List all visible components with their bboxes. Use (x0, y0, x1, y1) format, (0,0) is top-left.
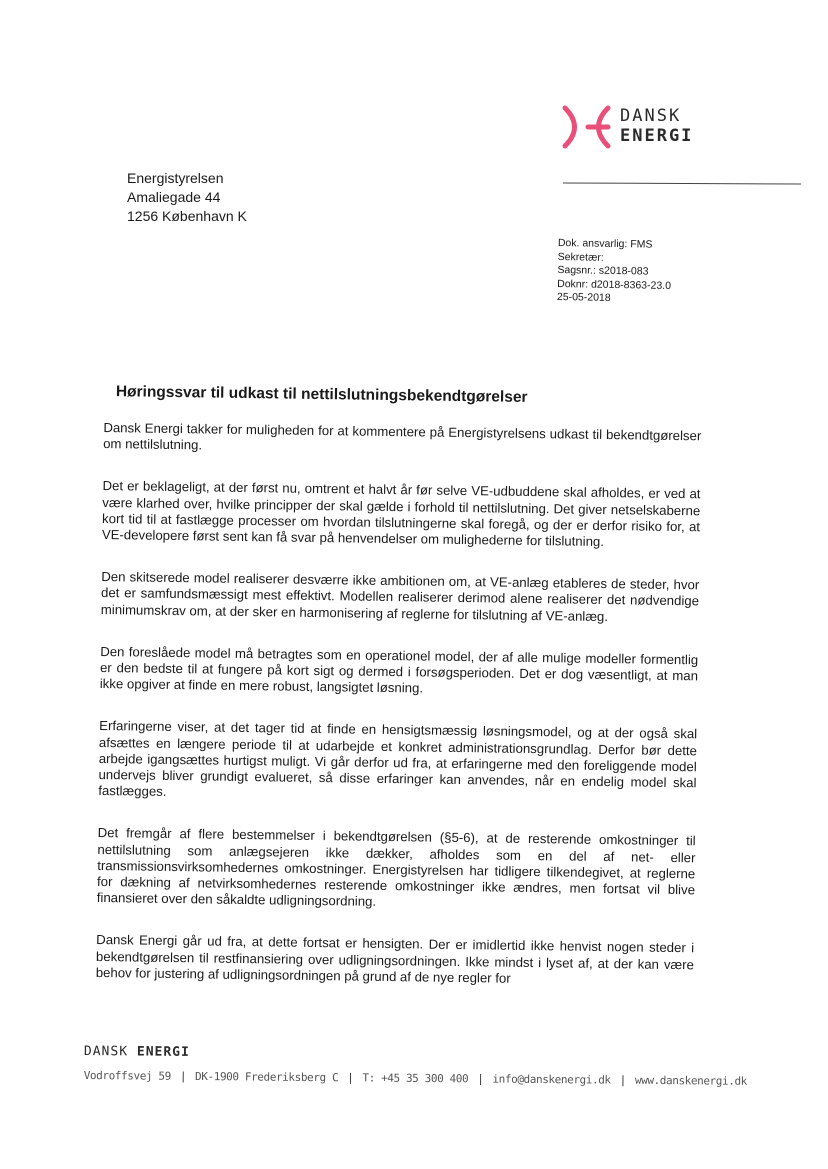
footer-separator: | (347, 1071, 354, 1085)
letter-body (95, 383, 702, 1015)
meta-document-number: Doknr: d2018-8363-23.0 (557, 277, 672, 292)
footer-brand-bold: ENERGI (136, 1044, 190, 1060)
document-meta (557, 237, 672, 306)
footer-separator: | (179, 1069, 187, 1083)
footer-postal: DK-1900 Frederiksberg C (195, 1069, 339, 1085)
recipient-name: Energistyrelsen (127, 170, 224, 186)
paragraph-6: Det fremgår af flere bestemmelser i bekendtgørelsen (§5-6), at de resterende omkostninger til nettilslutning som anlægsejeren ikke dækker, afholdes som en del af net- eller transmissionsvirksomhedernes omkostninger. Energistyrelsen har tidligere tilkendegivet, at reglerne for dækning af netvirksomhedernes resterende omkostninger ikke ændres, men fortsat vil blive finansieret over den såkaldte udligningsordning. (96, 825, 696, 910)
footer-brand-light: DANSK (83, 1044, 137, 1060)
footer-email: info@danskenergi.dk (492, 1072, 611, 1087)
footer-contact-line (83, 1068, 747, 1088)
footer-separator: | (477, 1072, 484, 1086)
paragraph-4: Den foreslåede model må betragtes som en operationel model, der af alle mulige modeller formentlig er den bedste til at fungere på kort sigt og dermed i forsøgsperioden. Det er dog væsentligt, at man ikke opgiver at finde en mere robust, langsigtet løsning. (99, 643, 699, 696)
recipient-address (127, 169, 247, 226)
recipient-city: 1256 København K (127, 208, 247, 224)
paragraph-5: Erfaringerne viser, at det tager tid at finde en hensigtsmæssig løsningsmodel, og at der også skal afsættes en længere periode til at udarbejde et konkret administrationsgrundlag. Derfor bør dette arbejde igangsættes hurtigst muligt. Vi går derfor ud fra, at erfaringerne med den foreliggende model undervejs bliver grundigt evalueret, så disse erfaringer kan anvendes, når en endelig model skal fastlægges. (98, 718, 698, 800)
paragraph-3: Den skitserede model realiserer desværre ikke ambitionen om, at VE-anlæg etableres de steder, hvor det er samfundsmæssigt mest effektivt. Modellen realiserer derimod alene realiserer det nødvendige minimumskrav om, at der sker en harmonisering af reglerne for tilslutning af VE-anlæg. (100, 569, 700, 624)
meta-case-number: Sagsnr.: s2018-083 (557, 263, 649, 278)
recipient-street: Amaliegade 44 (127, 189, 221, 205)
footer-separator: | (619, 1073, 626, 1087)
letter-title: Høringssvar til udkast til nettilslutningsbekendtgørelser (115, 383, 528, 406)
logo-word-energi: ENERGI (620, 126, 694, 146)
paragraph-2: Det er beklageligt, at der først nu, omtrent et halvt år før selve VE-udbuddene skal afholdes, er ved at være klarhed over, hvilke principper der skal gælde i forhold til nettilslutning. Det giver netselskaberne kort tid til at fastlægge processer om hvordan tilslutningerne skal foregå, og der er derfor risiko for, at VE-developere først sent kan få svar på henvendelser om mulighederne for tilslutning. (101, 478, 701, 550)
footer-website: www.danskenergi.dk (634, 1073, 747, 1088)
paragraph-1: Dansk Energi takker for muligheden for at kommentere på Energistyrelsens udkast til bekendtgørelser om nettilslutning. (103, 419, 702, 453)
letter-footer (83, 1044, 747, 1088)
meta-date: 25-05-2018 (556, 290, 611, 304)
paragraph-7: Dansk Energi går ud fra, at dette fortsat er hensigten. Der er imidlertid ikke henvist nogen steder i bekendtgørelsen til restfinansiering over udligningsordningen. Ikke mindst i lyset af, at der kan være behov for justering af udligningsordningen på grund af de nye regler for (95, 932, 695, 986)
dansk-energi-logo (562, 104, 712, 154)
footer-brand (84, 1044, 704, 1064)
meta-responsible: Dok. ansvarlig: FMS (557, 237, 653, 251)
footer-phone: T: +45 35 300 400 (362, 1071, 469, 1086)
footer-address: Vodroffsvej 59 (83, 1068, 171, 1083)
header-divider (563, 182, 801, 184)
dansk-energi-mark-icon (562, 104, 614, 150)
logo-word-dansk: DANSK (620, 106, 682, 126)
meta-secretary: Sekretær: (557, 250, 604, 264)
